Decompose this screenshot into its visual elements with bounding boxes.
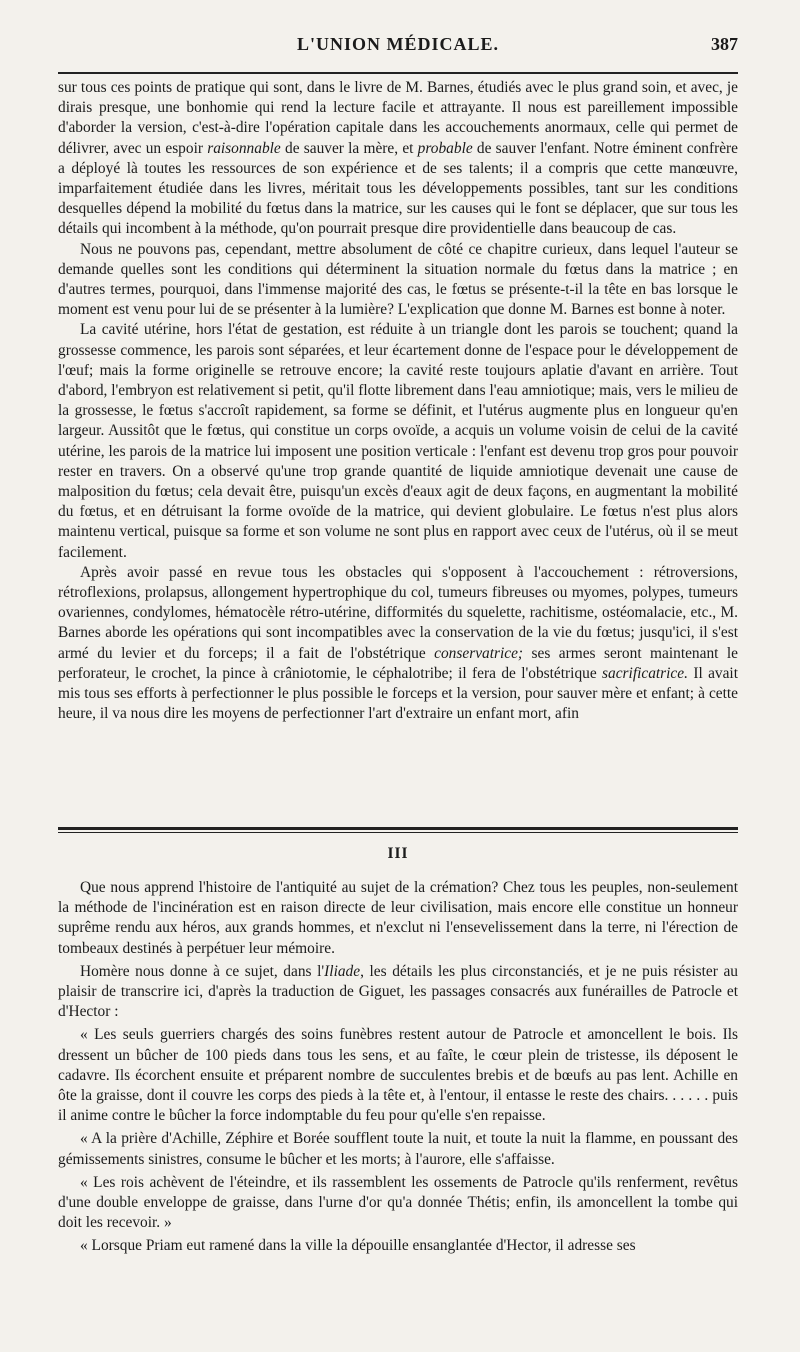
quote-paragraph: « Lorsque Priam eut ramené dans la ville la dépouille ensanglantée d'Hector, il adresse ses xyxy=(80,1237,636,1255)
emphasis: Iliade xyxy=(324,962,361,980)
quote-paragraph: « A la prière d'Achille, Zéphire et Borée soufflent toute la nuit, et toute la nuit la flamme, en poussant des gémissements sinistres, consume le bûcher et les morts; à l'aurore, elle s'affaisse. xyxy=(58,1130,738,1168)
paragraph: Homère nous donne à ce sujet, dans l'Iliade, les détails les plus circonstanciés, et je ne puis résister au plaisir de transcrire ici, d'après la traduction de Giguet, les passages consacrés aux funérailles de Patrocle et d'Hector : xyxy=(58,962,738,1021)
paragraph: sur tous ces points de pratique qui sont, dans le livre de M. Barnes, étudiés avec le plus grand soin, et avec, je dirais presque, une bonhomie qui rend la lecture facile et attrayante. Il nous est pareillement impossible d'aborder la version, c'est-à-dire l'opération capitale dans les accouchements anormaux, celle qui permet de délivrer, avec un espoir raisonnable de sauver la mère, et probable de sauver l'enfant. Notre éminent confrère a déployé là toutes les ressources de son expérience et de ses talents; il a compris que cette manœuvre, imparfaitement étudiée dans les livres, méritait tous les développements possibles, tant sur les conditions desquelles dépend la mobilité du fœtus dans la matrice, sur les causes qui le font se déplacer, que sur tous les détails qui incombent à la méthode, qu'on pourrait presque dire providentielle dans beaucoup de cas. xyxy=(58,79,738,238)
page-number: 387 xyxy=(711,34,738,54)
paragraph: La cavité utérine, hors l'état de gestation, est réduite à un triangle dont les parois se touchent; quand la grossesse commence, les parois sont séparées, et leur écartement donne de l'espace pour le développement de l'œuf; mais la forme originelle se retrouve encore; la cavité reste toujours aplatie d'avant en arrière. Tout d'abord, l'embryon est relativement si petit, qu'il flotte librement dans l'eau amniotique; mais, vers le milieu de la grossesse, le fœtus s'accroît rapidement, sa forme se définit, et l'utérus augmente plus en longueur qu'en largeur. Aussitôt que le fœtus, qui constitue un corps ovoïde, a acquis un volume voisin de celui de la cavité utérine, les parois de la matrice lui imposent une position verticale : l'enfant est devenu trop gros pour pouvoir rester en travers. On a observé qu'une trop grande quantité de liquide amniotique devenait une cause de malposition du fœtus; cela devait être, puisqu'un excès d'eaux agit de deux façons, en augmentant la mobilité du fœtus, et en détruisant la forme ovoïde de la matrice, qui devient globulaire. Le fœtus n'est plus alors maintenu vertical, puisque sa forme et son volume ne sont plus en rapport avec ceux de l'utérus, où il se meut facilement. xyxy=(58,321,738,561)
article-separator xyxy=(58,827,738,836)
emphasis: sacrificatrice. xyxy=(602,664,688,682)
paragraph: Après avoir passé en revue tous les obstacles qui s'opposent à l'accouchement : rétroversions, rétroflexions, prolapsus, allongement hypertrophique du col, tumeurs fibreuses ou myomes, polypes, tumeurs ovariennes, condylomes, hématocèle rétro-utérine, difformités du squelette, rachitisme, ostéomalacie, etc., M. Barnes aborde les opérations qui sont incompatibles avec la conservation de la vie du fœtus; jusqu'ici, il s'est armé du levier et du forceps; il a fait de l'obstétrique conservatrice; ses armes seront maintenant le perforateur, le crochet, la pince à crâniotomie, le céphalotribe; il fera de l'obstétrique sacrificatrice. Il avait mis tous ses efforts à perfectionner le plus possible le forceps et la version, pour sauver mère et enfant; à cette heure, il va nous dire les moyens de perfectionner l'art d'extraire un enfant mort, afin xyxy=(58,563,738,723)
quote-paragraph: « Les seuls guerriers chargés des soins funèbres restent autour de Patrocle et amoncellent le bois. Ils dressent un bûcher de 100 pieds dans tous les sens, et au faîte, le cœur plein de tristesse, ils déposent le cadavre. Ils écorchent ensuite et préparent nombre de succulentes brebis et de bœufs au pas lent. Achille en ôte la graisse, dont il couvre les corps des pieds à la tête et, à l'entour, il entasse le reste des chairs. . . . . . puis il anime contre le bûcher la force indomptable du feu pour qu'elle s'en repaisse. xyxy=(58,1026,738,1125)
quote-paragraph: « Les rois achèvent de l'éteindre, et ils rassemblent les ossements de Patrocle qu'ils renferment, revêtus d'une double enveloppe de graisse, dans l'urne d'or qu'a donnée Thétis; enfin, ils amoncellent la tombe qui doit les recevoir. » xyxy=(58,1173,738,1232)
journal-title: L'UNION MÉDICALE. xyxy=(296,34,500,54)
top-article-body xyxy=(58,78,738,725)
section-body xyxy=(58,878,738,1260)
header-rule xyxy=(58,72,738,74)
emphasis: probable xyxy=(417,139,473,157)
paragraph: Que nous apprend l'histoire de l'antiquité au sujet de la crémation? Chez tous les peuples, non-seulement la méthode de l'incinération est en raison directe de leur civilisation, mais encore elle constitue un honneur suprême rendu aux héros, aux grands hommes, et n'exclut ni l'ensevelissement dans la terre, ni l'érection de tombeaux destinés à perpétuer leur mémoire. xyxy=(58,879,738,957)
emphasis: conservatrice; xyxy=(434,644,524,662)
running-head xyxy=(58,30,738,64)
paragraph: Nous ne pouvons pas, cependant, mettre absolument de côté ce chapitre curieux, dans lequel l'auteur se demande quelles sont les conditions qui déterminent la situation normale du fœtus dans la matrice ; en d'autres termes, pourquoi, dans l'immense majorité des cas, le fœtus se présente-t-il la tête en bas lorsque le moment est venu pour lui de se présenter à la lumière? L'explication que donne M. Barnes est bonne à noter. xyxy=(58,240,738,319)
emphasis: raisonnable xyxy=(207,139,281,157)
section-number: III xyxy=(387,845,409,862)
